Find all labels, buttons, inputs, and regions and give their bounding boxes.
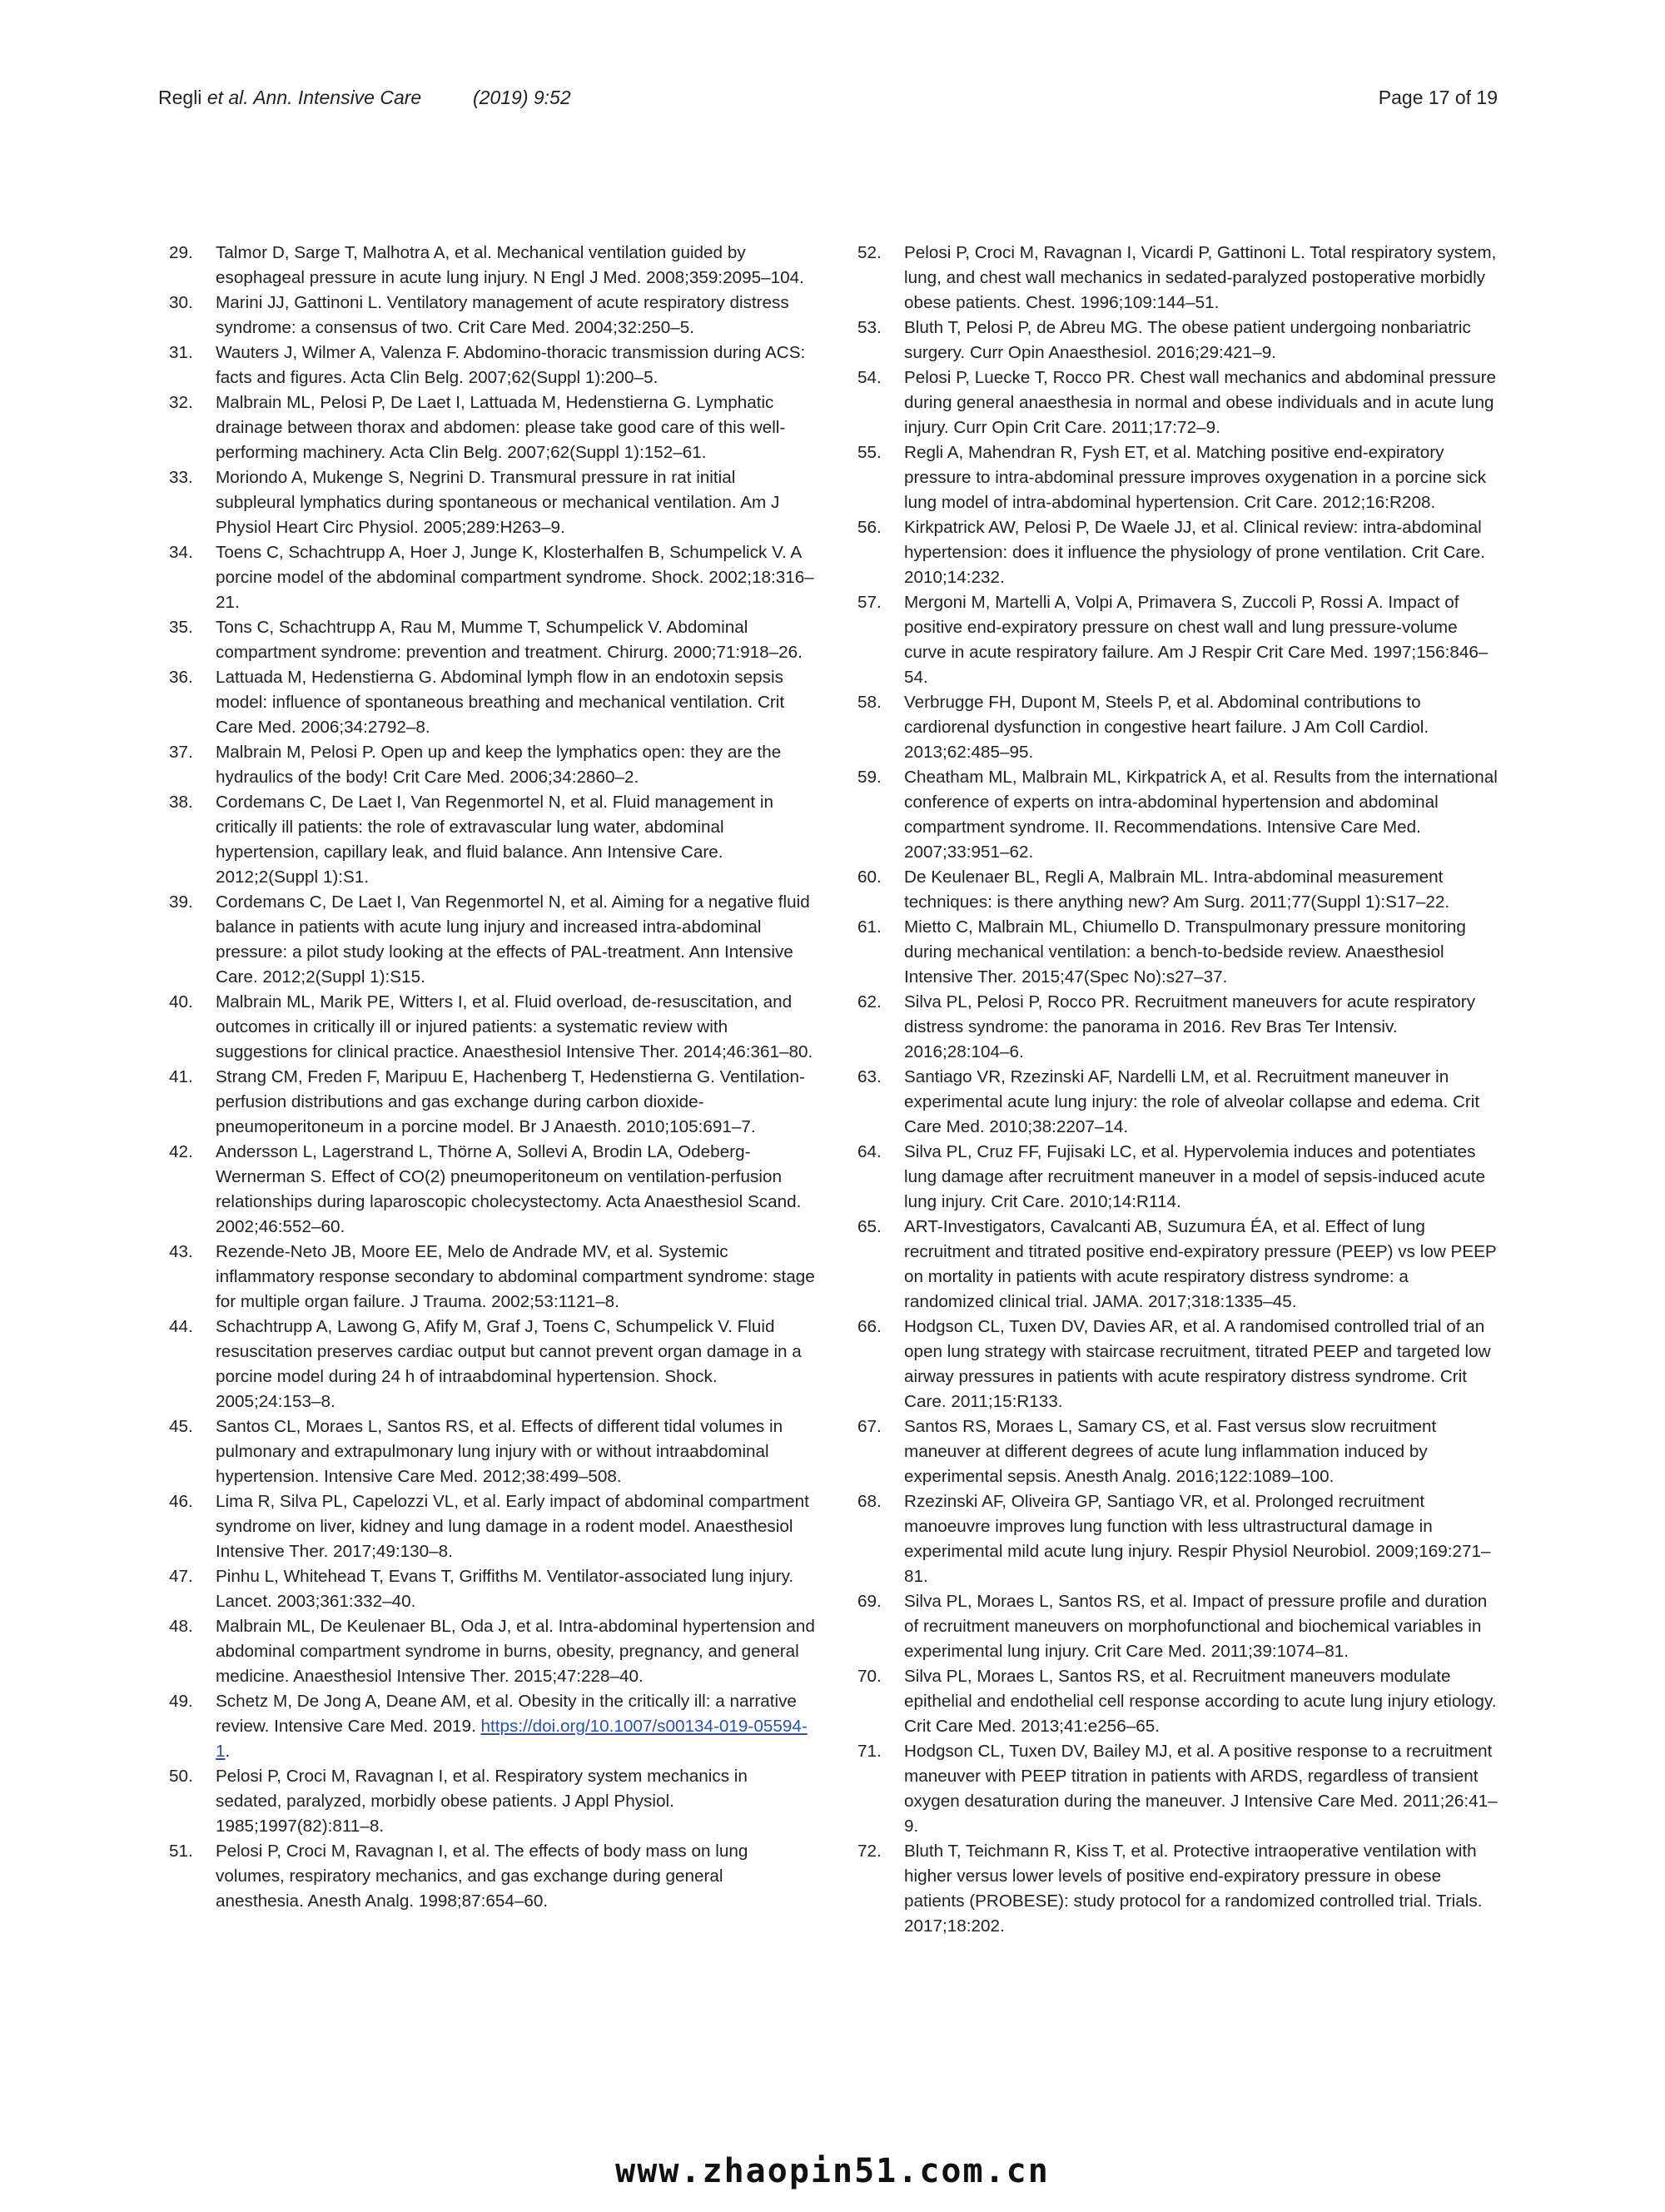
- reference-number: 48.: [169, 1617, 193, 1636]
- reference-item: [857, 915, 1503, 990]
- reference-number: 49.: [169, 1692, 193, 1711]
- reference-item: [169, 1240, 816, 1315]
- reference-number: 38.: [169, 793, 193, 812]
- reference-text: Tons C, Schachtrupp A, Rau M, Mumme T, Schumpelick V. Abdominal compartment syndrome: prevention and treatment. Chirurg. 2000;71:918–26.: [216, 618, 803, 662]
- header-journal: et al. Ann. Intensive Care: [206, 87, 422, 108]
- reference-text: Bluth T, Teichmann R, Kiss T, et al. Protective intraoperative ventilation with higher versus lower levels of positive end-expiratory pressure in obese patients (PROBESE): study protocol for a randomized controlled trial. Trials. 2017;18:202.: [904, 1842, 1483, 1936]
- reference-item: [169, 291, 816, 340]
- reference-number: 60.: [857, 867, 882, 887]
- reference-item: [169, 1140, 816, 1240]
- reference-text: Malbrain ML, Marik PE, Witters I, et al. Fluid overload, de-resuscitation, and outcomes in critically ill or injured patients: a systematic review with suggestions for clinical practice. Anaesthesiol Intensive Ther. 2014;46:361–80.: [216, 992, 813, 1061]
- reference-item: [857, 241, 1503, 316]
- reference-text: Mergoni M, Martelli A, Volpi A, Primavera S, Zuccoli P, Rossi A. Impact of positive end-expiratory pressure on chest wall and lung pressure-volume curve in acute respiratory failure. Am J Respir Crit Care Med. 1997;156:846–54.: [904, 593, 1489, 687]
- reference-number: 57.: [857, 593, 882, 612]
- reference-text: ART-Investigators, Cavalcanti AB, Suzumura ÉA, et al. Effect of lung recruitment and titrated positive end-expiratory pressure (PEEP) vs low PEEP on mortality in patients with acute respiratory distress syndrome: a randomized clinical trial. JAMA. 2017;318:1335–45.: [904, 1217, 1497, 1311]
- reference-item: [857, 1414, 1503, 1489]
- reference-item: [169, 1315, 816, 1414]
- reference-item: [857, 1839, 1503, 1939]
- reference-number: 52.: [857, 243, 882, 262]
- reference-number: 42.: [169, 1142, 193, 1161]
- reference-text: Rzezinski AF, Oliveira GP, Santiago VR, et al. Prolonged recruitment manoeuvre improves lung function with less ultrastructural damage in experimental mild acute lung injury. Respir Physiol Neurobiol. 2009;169:271–81.: [904, 1492, 1491, 1586]
- reference-text: Marini JJ, Gattinoni L. Ventilatory management of acute respiratory distress syndrome: a consensus of two. Crit Care Med. 2004;32:250–5.: [216, 293, 789, 337]
- reference-text: Pelosi P, Croci M, Ravagnan I, Vicardi P, Gattinoni L. Total respiratory system, lung, and chest wall mechanics in sedated-paralyzed postoperative morbidly obese patients. Chest. 1996;109:144–51.: [904, 243, 1497, 312]
- reference-item: [857, 1489, 1503, 1589]
- reference-text: Strang CM, Freden F, Maripuu E, Hachenberg T, Hedenstierna G. Ventilation-perfusion distributions and gas exchange during carbon dioxide-pneumoperitoneum in a porcine model. Br J Anaesth. 2010;105:691–7.: [216, 1067, 805, 1136]
- reference-item: [857, 316, 1503, 365]
- reference-item: [169, 340, 816, 390]
- page-header: [0, 87, 1665, 120]
- reference-text: Toens C, Schachtrupp A, Hoer J, Junge K, Klosterhalfen B, Schumpelick V. A porcine model of the abdominal compartment syndrome. Shock. 2002;18:316–21.: [216, 543, 814, 612]
- reference-item: [169, 390, 816, 465]
- reference-item: [857, 440, 1503, 515]
- reference-number: 55.: [857, 443, 882, 462]
- reference-number: 69.: [857, 1592, 882, 1611]
- reference-number: 29.: [169, 243, 193, 262]
- reference-number: 32.: [169, 393, 193, 412]
- reference-text: De Keulenaer BL, Regli A, Malbrain ML. Intra-abdominal measurement techniques: is there anything new? Am Surg. 2011;77(Suppl 1):S17–22.: [904, 867, 1450, 912]
- reference-item: [169, 615, 816, 665]
- reference-number: 56.: [857, 518, 882, 537]
- reference-number: 41.: [169, 1067, 193, 1086]
- reference-number: 66.: [857, 1317, 882, 1336]
- reference-text: Silva PL, Pelosi P, Rocco PR. Recruitment maneuvers for acute respiratory distress syndrome: the panorama in 2016. Rev Bras Ter Intensiv. 2016;28:104–6.: [904, 992, 1476, 1061]
- reference-number: 68.: [857, 1492, 882, 1511]
- reference-item: [169, 1065, 816, 1140]
- reference-column-left: [169, 241, 816, 1914]
- reference-item: [857, 365, 1503, 440]
- reference-item: [169, 665, 816, 740]
- reference-item: [857, 765, 1503, 865]
- reference-text: Silva PL, Cruz FF, Fujisaki LC, et al. Hypervolemia induces and potentiates lung damage after recruitment maneuver in a model of sepsis-induced acute lung injury. Crit Care. 2010;14:R114.: [904, 1142, 1486, 1211]
- reference-number: 33.: [169, 468, 193, 487]
- reference-number: 53.: [857, 318, 882, 337]
- reference-text: Malbrain ML, Pelosi P, De Laet I, Lattuada M, Hedenstierna G. Lymphatic drainage between thorax and abdomen: please take good care of this well-performing machinery. Acta Clin Belg. 2007;62(Suppl 1):152–61.: [216, 393, 786, 462]
- reference-number: 59.: [857, 768, 882, 787]
- reference-column-right: [857, 241, 1503, 1939]
- reference-item: [857, 1140, 1503, 1215]
- reference-number: 54.: [857, 368, 882, 387]
- reference-text: Hodgson CL, Tuxen DV, Bailey MJ, et al. A positive response to a recruitment maneuver with PEEP titration in patients with ARDS, regardless of transient oxygen desaturation during the maneuver. J Intensive Care Med. 2011;26:41–9.: [904, 1742, 1498, 1836]
- reference-text: Talmor D, Sarge T, Malhotra A, et al. Mechanical ventilation guided by esophageal pressure in acute lung injury. N Engl J Med. 2008;359:2095–104.: [216, 243, 804, 287]
- reference-item: [857, 590, 1503, 690]
- reference-text: Rezende-Neto JB, Moore EE, Melo de Andrade MV, et al. Systemic inflammatory response secondary to abdominal compartment syndrome: stage for multiple organ failure. J Trauma. 2002;53:1121–8.: [216, 1242, 815, 1311]
- reference-number: 45.: [169, 1417, 193, 1436]
- reference-item: [169, 990, 816, 1065]
- reference-text: Malbrain ML, De Keulenaer BL, Oda J, et al. Intra-abdominal hypertension and abdominal compartment syndrome in burns, obesity, pregnancy, and general medicine. Anaesthesiol Intensive Ther. 2015;47:228–40.: [216, 1617, 815, 1686]
- reference-number: 47.: [169, 1567, 193, 1586]
- reference-number: 65.: [857, 1217, 882, 1236]
- reference-text: Bluth T, Pelosi P, de Abreu MG. The obese patient undergoing nonbariatric surgery. Curr Opin Anaesthesiol. 2016;29:421–9.: [904, 318, 1471, 362]
- reference-number: 39.: [169, 892, 193, 912]
- reference-text: Pinhu L, Whitehead T, Evans T, Griffiths M. Ventilator-associated lung injury. Lancet. 2003;361:332–40.: [216, 1567, 794, 1611]
- reference-item: [169, 540, 816, 615]
- reference-item: [169, 1564, 816, 1614]
- reference-item: [169, 1614, 816, 1689]
- reference-item: [169, 740, 816, 790]
- reference-number: 44.: [169, 1317, 193, 1336]
- reference-number: 58.: [857, 693, 882, 712]
- reference-number: 63.: [857, 1067, 882, 1086]
- reference-number: 61.: [857, 917, 882, 937]
- reference-number: 51.: [169, 1842, 193, 1861]
- reference-item: [857, 1215, 1503, 1315]
- reference-item: [169, 1764, 816, 1839]
- reference-item: [857, 1315, 1503, 1414]
- reference-number: 40.: [169, 992, 193, 1012]
- reference-text: Regli A, Mahendran R, Fysh ET, et al. Matching positive end-expiratory pressure to intra-abdominal pressure improves oxygenation in a porcine sick lung model of intra-abdominal hypertension. Crit Care. 2012;16:R208.: [904, 443, 1487, 512]
- reference-item: [857, 1065, 1503, 1140]
- reference-text: Silva PL, Moraes L, Santos RS, et al. Impact of pressure profile and duration of recruitment maneuvers on morphofunctional and biochemical variables in experimental lung injury. Crit Care Med. 2011;39:1074–81.: [904, 1592, 1488, 1661]
- reference-item: [857, 990, 1503, 1065]
- reference-text: Schachtrupp A, Lawong G, Afify M, Graf J, Toens C, Schumpelick V. Fluid resuscitation preserves cardiac output but cannot prevent organ damage in a porcine model during 24 h of intraabdominal hypertension. Shock. 2005;24:153–8.: [216, 1317, 802, 1411]
- reference-text: Santos CL, Moraes L, Santos RS, et al. Effects of different tidal volumes in pulmonary and extrapulmonary lung injury with or without intraabdominal hypertension. Intensive Care Med. 2012;38:499–508.: [216, 1417, 783, 1486]
- reference-text: Verbrugge FH, Dupont M, Steels P, et al. Abdominal contributions to cardiorenal dysfunction in congestive heart failure. J Am Coll Cardiol. 2013;62:485–95.: [904, 693, 1429, 762]
- reference-number: 31.: [169, 343, 193, 362]
- reference-text: Andersson L, Lagerstrand L, Thörne A, Sollevi A, Brodin LA, Odeberg-Wernerman S. Effect of CO(2) pneumoperitoneum on ventilation-perfusion relationships during laparoscopic cholecystectomy. Acta Anaesthesiol Scand. 2002;46:552–60.: [216, 1142, 802, 1236]
- reference-item: [169, 1689, 816, 1764]
- reference-text: Cordemans C, De Laet I, Van Regenmortel N, et al. Fluid management in critically ill patients: the role of extravascular lung water, abdominal hypertension, capillary leak, and fluid balance. Ann Intensive Care. 2012;2(Suppl 1):S1.: [216, 793, 773, 887]
- reference-number: 67.: [857, 1417, 882, 1436]
- reference-number: 34.: [169, 543, 193, 562]
- reference-number: 71.: [857, 1742, 882, 1761]
- reference-item: [169, 1414, 816, 1489]
- reference-text: Santiago VR, Rzezinski AF, Nardelli LM, et al. Recruitment maneuver in experimental acute lung injury: the role of alveolar collapse and edema. Crit Care Med. 2010;38:2207–14.: [904, 1067, 1480, 1136]
- reference-item: [857, 865, 1503, 915]
- reference-text: Santos RS, Moraes L, Samary CS, et al. Fast versus slow recruitment maneuver at different degrees of acute lung inflammation induced by experimental sepsis. Anesth Analg. 2016;122:1089–100.: [904, 1417, 1437, 1486]
- reference-number: 62.: [857, 992, 882, 1012]
- reference-text: Malbrain M, Pelosi P. Open up and keep the lymphatics open: they are the hydraulics of the body! Crit Care Med. 2006;34:2860–2.: [216, 743, 782, 787]
- reference-item: [857, 515, 1503, 590]
- reference-item: [169, 1839, 816, 1914]
- reference-text: Hodgson CL, Tuxen DV, Davies AR, et al. A randomised controlled trial of an open lung strategy with staircase recruitment, titrated PEEP and targeted low airway pressures in patients with acute respiratory distress syndrome. Crit Care. 2011;15:R133.: [904, 1317, 1491, 1411]
- reference-number: 30.: [169, 293, 193, 312]
- reference-text: Lima R, Silva PL, Capelozzi VL, et al. Early impact of abdominal compartment syndrome on liver, kidney and lung damage in a rodent model. Anaesthesiol Intensive Ther. 2017;49:130–8.: [216, 1492, 809, 1561]
- reference-text: Lattuada M, Hedenstierna G. Abdominal lymph flow in an endotoxin sepsis model: influence of spontaneous breathing and mechanical ventilation. Crit Care Med. 2006;34:2792–8.: [216, 668, 785, 737]
- header-year-volume: (2019) 9:52: [473, 87, 571, 108]
- reference-number: 37.: [169, 743, 193, 762]
- reference-number: 64.: [857, 1142, 882, 1161]
- doi-link[interactable]: https://doi.org/10.1007/s00134-019-05594-1: [216, 1717, 808, 1761]
- reference-text: Wauters J, Wilmer A, Valenza F. Abdomino-thoracic transmission during ACS: facts and figures. Acta Clin Belg. 2007;62(Suppl 1):200–5.: [216, 343, 806, 387]
- reference-number: 43.: [169, 1242, 193, 1261]
- header-author: Regli: [158, 87, 202, 108]
- reference-text-end: .: [225, 1742, 231, 1761]
- reference-text: Cheatham ML, Malbrain ML, Kirkpatrick A, et al. Results from the international conference of experts on intra-abdominal hypertension and abdominal compartment syndrome. II. Recommendations. Intensive Care Med. 2007;33:951–62.: [904, 768, 1498, 862]
- reference-item: [857, 1739, 1503, 1839]
- reference-item: [857, 1589, 1503, 1664]
- reference-text: Pelosi P, Croci M, Ravagnan I, et al. Respiratory system mechanics in sedated, paralyzed, morbidly obese patients. J Appl Physiol. 1985;1997(82):811–8.: [216, 1767, 748, 1836]
- reference-item: [169, 1489, 816, 1564]
- reference-text: Pelosi P, Croci M, Ravagnan I, et al. The effects of body mass on lung volumes, respiratory mechanics, and gas exchange during general anesthesia. Anesth Analg. 1998;87:654–60.: [216, 1842, 748, 1911]
- reference-item: [169, 465, 816, 540]
- reference-text: Schetz M, De Jong A, Deane AM, et al. Obesity in the critically ill: a narrative review. Intensive Care Med. 2019.: [216, 1692, 797, 1736]
- reference-text: Pelosi P, Luecke T, Rocco PR. Chest wall mechanics and abdominal pressure during general anaesthesia in normal and obese individuals and in acute lung injury. Curr Opin Crit Care. 2011;17:72–9.: [904, 368, 1497, 437]
- reference-text: Mietto C, Malbrain ML, Chiumello D. Transpulmonary pressure monitoring during mechanical ventilation: a bench-to-bedside review. Anaesthesiol Intensive Ther. 2015;47(Spec No):s27–37.: [904, 917, 1466, 987]
- running-title: [158, 87, 421, 109]
- reference-number: 36.: [169, 668, 193, 687]
- page-number: Page 17 of 19: [1378, 87, 1498, 108]
- reference-text: Silva PL, Moraes L, Santos RS, et al. Recruitment maneuvers modulate epithelial and endothelial cell response according to acute lung injury etiology. Crit Care Med. 2013;41:e256–65.: [904, 1667, 1497, 1736]
- reference-item: [169, 890, 816, 990]
- reference-number: 46.: [169, 1492, 193, 1511]
- footer-watermark: www.zhaopin51.com.cn: [615, 2152, 1050, 2190]
- reference-item: [169, 790, 816, 890]
- reference-text: Kirkpatrick AW, Pelosi P, De Waele JJ, et al. Clinical review: intra-abdominal hypertension: does it influence the physiology of prone ventilation. Crit Care. 2010;14:232.: [904, 518, 1486, 587]
- reference-text: Moriondo A, Mukenge S, Negrini D. Transmural pressure in rat initial subpleural lymphatics during spontaneous or mechanical ventilation. Am J Physiol Heart Circ Physiol. 2005;289:H263–9.: [216, 468, 780, 537]
- reference-number: 72.: [857, 1842, 882, 1861]
- reference-item: [857, 1664, 1503, 1739]
- reference-number: 70.: [857, 1667, 882, 1686]
- reference-text: Cordemans C, De Laet I, Van Regenmortel N, et al. Aiming for a negative fluid balance in patients with acute lung injury and increased intra-abdominal pressure: a pilot study looking at the effects of PAL-treatment. Ann Intensive Care. 2012;2(Suppl 1):S15.: [216, 892, 810, 987]
- reference-number: 35.: [169, 618, 193, 637]
- reference-item: [857, 690, 1503, 765]
- reference-number: 50.: [169, 1767, 193, 1786]
- reference-item: [169, 241, 816, 291]
